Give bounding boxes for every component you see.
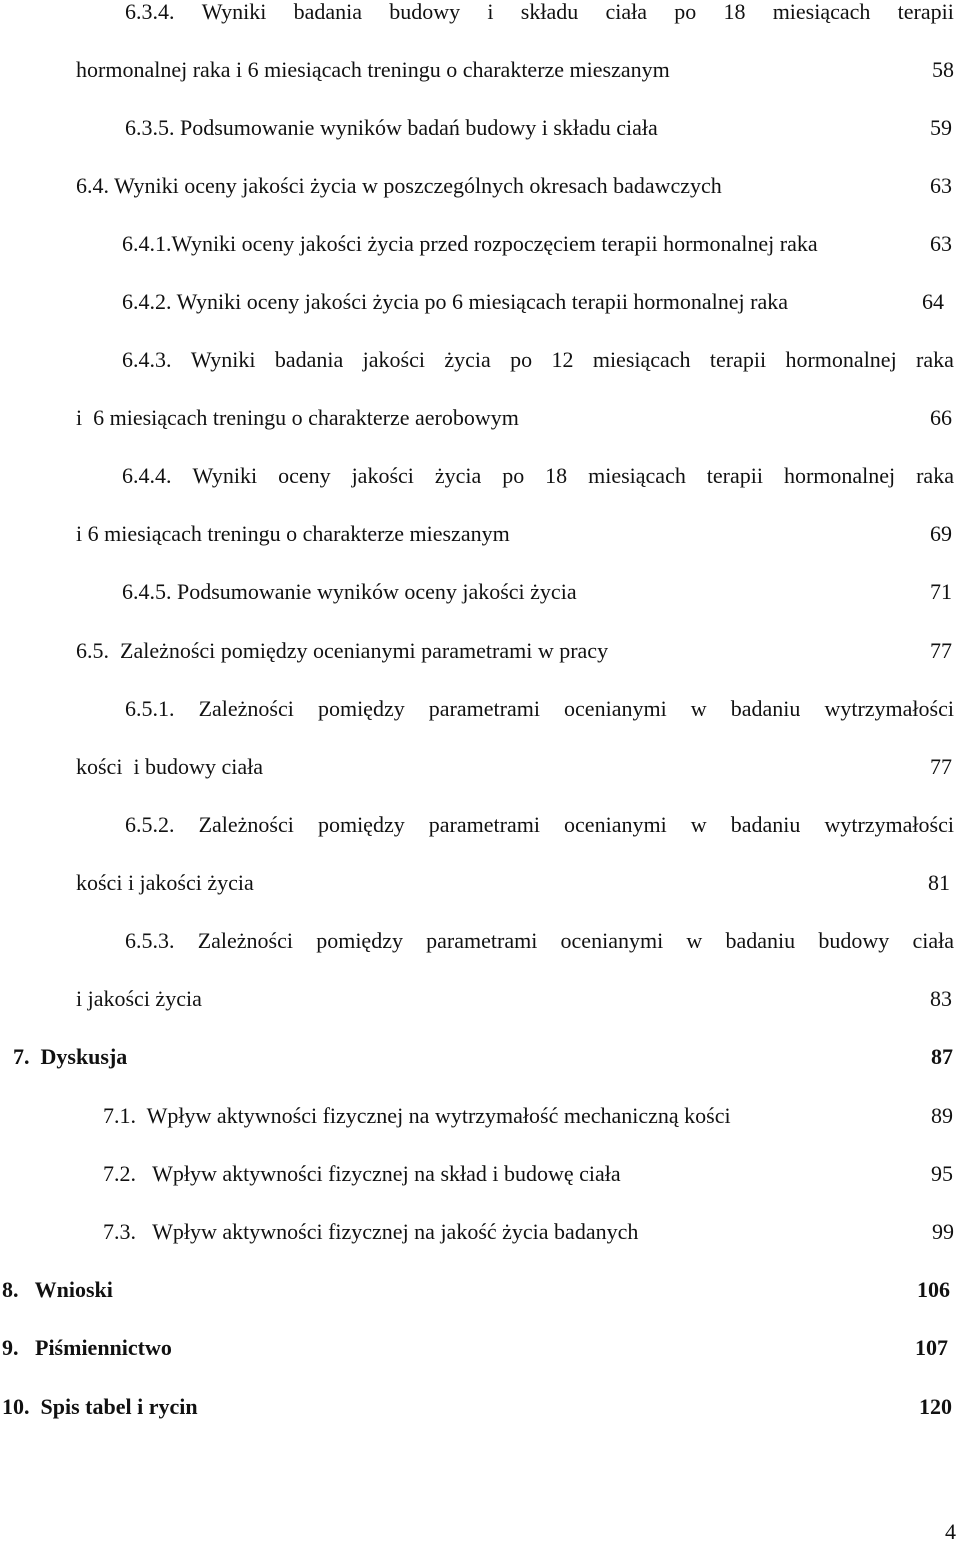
toc-entry-6-4-2 xyxy=(122,287,944,317)
toc-word: po xyxy=(510,347,533,372)
toc-word: po xyxy=(674,0,697,24)
toc-entry-6-5-2-line1 xyxy=(125,810,954,840)
toc-entry-6-5-2-line2 xyxy=(76,868,950,898)
toc-page-number: 106 xyxy=(917,1277,950,1302)
toc-entry-6-4 xyxy=(76,171,952,201)
toc-entry-6-4-4-line1 xyxy=(122,461,954,491)
toc-word: ocenianymi xyxy=(564,812,667,837)
toc-chapter-7 xyxy=(13,1042,953,1072)
toc-word: 6.5.3. xyxy=(125,928,175,953)
toc-chapter-10 xyxy=(2,1392,952,1422)
toc-word: 6.4.3. xyxy=(122,347,172,372)
toc-entry-6-4-3-line2 xyxy=(76,403,952,433)
toc-word: badaniu xyxy=(730,812,801,837)
toc-word: wytrzymałości xyxy=(824,812,954,837)
toc-page-number: 63 xyxy=(930,231,952,256)
toc-entry-title: 7.3. Wpływ aktywności fizycznej na jakość życia badanych xyxy=(103,1219,639,1244)
toc-word: w xyxy=(690,696,707,721)
toc-entry-title: hormonalnej raka i 6 miesiącach treningu o charakterze mieszanym xyxy=(76,57,670,82)
toc-word: życia xyxy=(444,347,491,372)
toc-word: miesiącach xyxy=(588,463,686,488)
toc-word: Wyniki xyxy=(192,463,258,488)
toc-word: parametrami xyxy=(428,696,540,721)
toc-word: Wyniki xyxy=(190,347,256,372)
toc-page-number: 66 xyxy=(930,405,952,430)
toc-word: budowy xyxy=(818,928,890,953)
toc-word: hormonalnej xyxy=(785,347,897,372)
toc-entry-6-4-4-line2 xyxy=(76,519,952,549)
toc-entry-title: 8. Wnioski xyxy=(2,1277,113,1302)
toc-word: Zależności xyxy=(197,928,293,953)
toc-entry-7-2 xyxy=(103,1159,953,1189)
toc-word: 6.5.1. xyxy=(125,696,175,721)
toc-entry-title: 6.4.1.Wyniki oceny jakości życia przed rozpoczęciem terapii hormonalnej raka xyxy=(122,231,818,256)
toc-word: po xyxy=(502,463,525,488)
toc-entry-title: 10. Spis tabel i rycin xyxy=(2,1394,198,1419)
toc-word: wytrzymałości xyxy=(824,696,954,721)
toc-entry-6-5-1-line2 xyxy=(76,752,952,782)
toc-entry-6-4-3-line1 xyxy=(122,345,954,375)
toc-entry-title: 6.4.2. Wyniki oceny jakości życia po 6 miesiącach terapii hormonalnej raka xyxy=(122,289,788,314)
toc-word: 6.5.2. xyxy=(125,812,175,837)
toc-page-number: 69 xyxy=(930,521,952,546)
toc-word: terapii xyxy=(709,347,767,372)
page-number-value: 4 xyxy=(945,1519,956,1544)
toc-word: ciała xyxy=(912,928,954,953)
toc-entry-6-3-4-line1 xyxy=(125,0,954,27)
toc-entry-title: 6.3.5. Podsumowanie wyników badań budowy i składu ciała xyxy=(125,115,658,140)
toc-word: hormonalnej xyxy=(783,463,896,488)
toc-word: badaniu xyxy=(730,696,801,721)
toc-page-number: 77 xyxy=(930,638,952,663)
toc-entry-6-5-1-line1 xyxy=(125,694,954,724)
toc-word: składu xyxy=(520,0,579,24)
toc-word: 6.3.4. xyxy=(125,0,175,24)
toc-word: w xyxy=(690,812,707,837)
toc-page-number: 77 xyxy=(930,754,952,779)
toc-entry-title: i jakości życia xyxy=(76,986,202,1011)
toc-entry-6-3-5 xyxy=(125,113,952,143)
toc-page-number: 59 xyxy=(930,115,952,140)
toc-entry-title: 6.4.5. Podsumowanie wyników oceny jakości życia xyxy=(122,579,577,604)
toc-page-number: 99 xyxy=(932,1219,954,1244)
toc-word: oceny xyxy=(278,463,331,488)
toc-word: parametrami xyxy=(426,928,538,953)
toc-entry-title: i 6 miesiącach treningu o charakterze aerobowym xyxy=(76,405,519,430)
toc-page-number: 87 xyxy=(931,1044,953,1069)
toc-page-number: 71 xyxy=(930,579,952,604)
toc-word: ciała xyxy=(605,0,647,24)
toc-entry-title: 7.1. Wpływ aktywności fizycznej na wytrzymałość mechaniczną kości xyxy=(103,1103,731,1128)
toc-page-number: 64 xyxy=(922,289,944,314)
toc-word: raka xyxy=(916,347,954,372)
toc-entry-7-3 xyxy=(103,1217,954,1247)
toc-word: i xyxy=(487,0,494,24)
toc-word: badania xyxy=(293,0,363,24)
toc-entry-6-3-4-line2 xyxy=(76,55,954,85)
toc-word: badaniu xyxy=(725,928,796,953)
toc-word: terapii xyxy=(897,0,954,24)
toc-word: 18 xyxy=(723,0,746,24)
toc-word: życia xyxy=(434,463,482,488)
toc-word: pomiędzy xyxy=(317,696,405,721)
toc-word: budowy xyxy=(389,0,461,24)
toc-word: ocenianymi xyxy=(564,696,667,721)
toc-page-number: 89 xyxy=(931,1103,953,1128)
toc-word: Wyniki xyxy=(201,0,267,24)
toc-entry-title: 6.4. Wyniki oceny jakości życia w poszczególnych okresach badawczych xyxy=(76,173,722,198)
toc-entry-7-1 xyxy=(103,1101,953,1131)
toc-page-number: 63 xyxy=(930,173,952,198)
toc-entry-title: kości i budowy ciała xyxy=(76,754,263,779)
toc-chapter-9 xyxy=(2,1333,948,1363)
toc-entry-title: 6.5. Zależności pomiędzy ocenianymi parametrami w pracy xyxy=(76,638,609,663)
toc-word: parametrami xyxy=(428,812,540,837)
toc-entry-title: 9. Piśmiennictwo xyxy=(2,1335,172,1360)
toc-word: 12 xyxy=(551,347,574,372)
toc-page-number: 107 xyxy=(915,1335,948,1360)
toc-entry-6-4-5 xyxy=(122,577,952,607)
toc-word: 18 xyxy=(545,463,568,488)
toc-word: ocenianymi xyxy=(560,928,664,953)
toc-word: Zależności xyxy=(198,696,294,721)
toc-word: pomiędzy xyxy=(317,812,405,837)
toc-page-number: 81 xyxy=(928,870,950,895)
toc-word: w xyxy=(686,928,703,953)
toc-entry-6-5-3-line1 xyxy=(125,926,954,956)
toc-entry-title: 7. Dyskusja xyxy=(13,1044,128,1069)
toc-word: jakości xyxy=(351,463,414,488)
toc-page-number: 83 xyxy=(930,986,952,1011)
toc-entry-6-5 xyxy=(76,636,952,666)
toc-word: 6.4.4. xyxy=(122,463,172,488)
toc-entry-6-5-3-line2 xyxy=(76,984,952,1014)
toc-entry-6-4-1 xyxy=(122,229,952,259)
toc-word: pomiędzy xyxy=(316,928,403,953)
toc-word: Zależności xyxy=(198,812,294,837)
toc-word: raka xyxy=(916,463,954,488)
toc-chapter-8 xyxy=(2,1275,950,1305)
toc-word: badania xyxy=(274,347,344,372)
toc-entry-title: 7.2. Wpływ aktywności fizycznej na skład i budowę ciała xyxy=(103,1161,621,1186)
toc-word: terapii xyxy=(706,463,763,488)
toc-word: miesiącach xyxy=(592,347,691,372)
toc-page-number: 58 xyxy=(932,57,954,82)
toc-entry-title: i 6 miesiącach treningu o charakterze mieszanym xyxy=(76,521,510,546)
toc-word: miesiącach xyxy=(772,0,871,24)
toc-entry-title: kości i jakości życia xyxy=(76,870,254,895)
toc-page-number: 95 xyxy=(931,1161,953,1186)
toc-page-number: 120 xyxy=(919,1394,952,1419)
toc-word: jakości xyxy=(362,347,425,372)
